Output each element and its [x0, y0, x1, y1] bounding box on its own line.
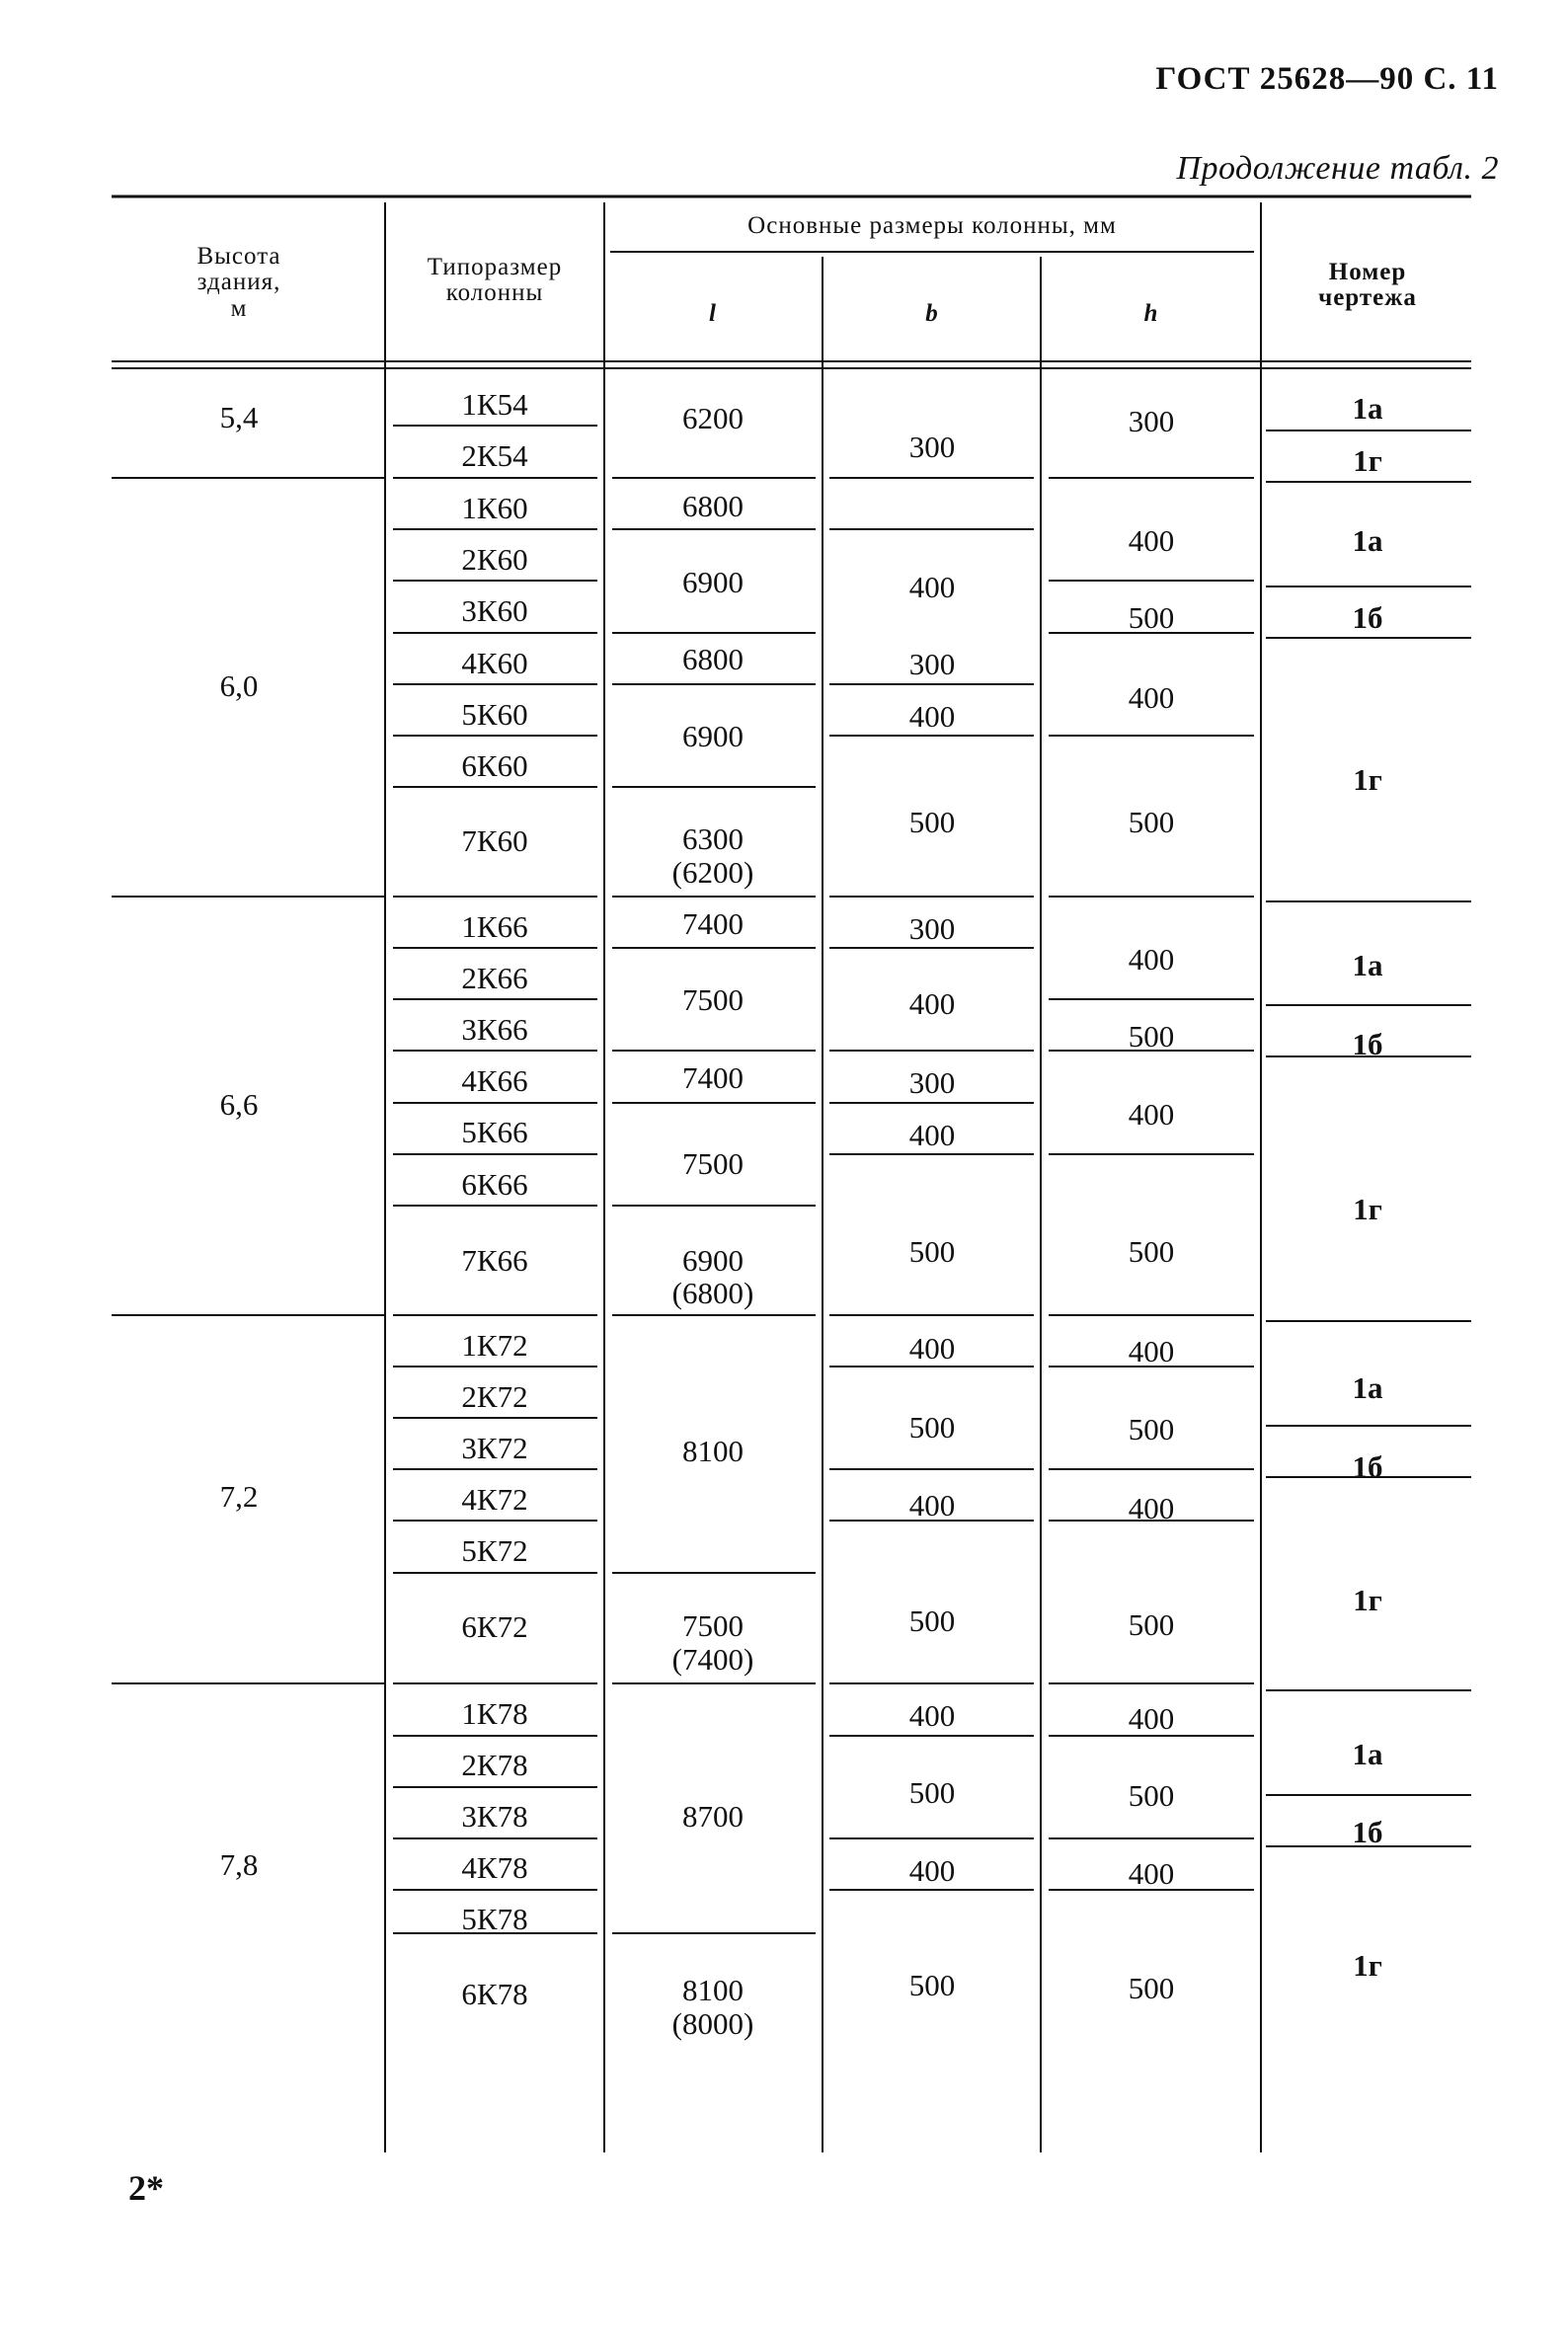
h-column — [1129, 404, 1175, 2005]
header-b: b — [925, 300, 939, 327]
type-cell: 3К66 — [461, 1012, 528, 1047]
page-header: ГОСТ 25628—90 С. 11 — [1155, 61, 1499, 97]
b-cell: 500 — [908, 1968, 956, 2002]
type-cell: 7К66 — [461, 1243, 528, 1278]
l-cell: 6900 — [682, 565, 744, 599]
h-cell: 400 — [1128, 1334, 1175, 1368]
b-cell: 400 — [908, 1488, 956, 1523]
type-cell: 2К66 — [461, 961, 528, 995]
type-cell: 6К66 — [461, 1167, 528, 1202]
h-cell: 500 — [1128, 1234, 1175, 1269]
type-cell: 2К78 — [461, 1748, 528, 1782]
height-cell: 5,4 — [219, 400, 259, 434]
l-cell: 6300 — [682, 821, 744, 856]
table-continuation-label: Продолжение табл. 2 — [1176, 150, 1499, 187]
height-column — [220, 400, 259, 1882]
type-cell: 4К72 — [461, 1482, 528, 1517]
drawing-cell: 1б — [1352, 600, 1383, 635]
header-drawing-line2: чертежа — [1318, 284, 1417, 311]
type-cell: 4К66 — [461, 1063, 528, 1098]
b-cell: 300 — [908, 1065, 956, 1100]
drawing-cell: 1а — [1352, 391, 1383, 426]
type-cell: 1К66 — [461, 909, 528, 944]
h-cell: 400 — [1128, 680, 1175, 715]
drawing-column — [1353, 391, 1384, 1983]
b-cell: 400 — [908, 1331, 956, 1366]
type-cell: 1К54 — [461, 387, 528, 422]
height-cell: 7,8 — [219, 1847, 259, 1882]
h-cell: 500 — [1128, 1412, 1175, 1446]
h-cell: 500 — [1128, 1607, 1175, 1642]
l-cell: 7400 — [682, 906, 744, 941]
l-cell: 6200 — [682, 401, 744, 435]
l-cell: 6900 — [682, 719, 744, 753]
height-cell: 7,2 — [219, 1479, 259, 1514]
table-grid — [112, 196, 1471, 2152]
type-cell: 3К72 — [461, 1431, 528, 1465]
l-cell: 8100 — [682, 1973, 744, 2007]
l-cell: 7500 — [682, 1608, 744, 1643]
b-cell: 500 — [908, 1234, 956, 1269]
h-cell: 500 — [1128, 1019, 1175, 1054]
type-cell: 2К60 — [461, 542, 528, 577]
type-cell: 5К78 — [461, 1902, 528, 1936]
b-cell: 400 — [908, 570, 956, 604]
h-cell: 400 — [1128, 1856, 1175, 1891]
type-cell: 1К78 — [461, 1696, 528, 1731]
l-cell: 7500 — [682, 1146, 744, 1181]
height-cell: 6,6 — [219, 1087, 259, 1122]
header-type-line2: колонны — [445, 279, 544, 306]
type-cell: 3К78 — [461, 1799, 528, 1834]
header-l: l — [709, 300, 717, 327]
l-cell: 6800 — [682, 642, 744, 676]
h-cell: 400 — [1128, 1491, 1175, 1525]
header-drawing-line1: Номер — [1328, 259, 1407, 285]
b-cell: 400 — [908, 986, 956, 1021]
b-cell: 400 — [908, 699, 956, 734]
type-cell: 5К66 — [461, 1115, 528, 1149]
type-cell: 4К78 — [461, 1850, 528, 1885]
type-cell: 3К60 — [461, 593, 528, 628]
l-cell: 8100 — [682, 1434, 744, 1468]
l-cell: 7500 — [682, 982, 744, 1017]
b-cell: 300 — [908, 647, 956, 681]
drawing-cell: 1г — [1353, 1192, 1382, 1226]
l-cell: 6800 — [682, 489, 744, 523]
b-cell: 500 — [908, 1410, 956, 1445]
drawing-cell: 1г — [1353, 1583, 1382, 1617]
header-height-line3: м — [230, 295, 248, 322]
type-cell: 6К60 — [461, 748, 528, 783]
h-cell: 400 — [1128, 1097, 1175, 1132]
type-cell: 5К60 — [461, 697, 528, 732]
h-cell: 500 — [1128, 805, 1175, 839]
drawing-cell: 1а — [1352, 1737, 1383, 1771]
h-cell: 300 — [1128, 404, 1175, 438]
b-cell: 300 — [908, 430, 956, 464]
b-cell: 500 — [908, 805, 956, 839]
l-cell: 6900 — [682, 1243, 744, 1278]
height-cell: 6,0 — [219, 668, 259, 703]
drawing-cell: 1б — [1352, 1027, 1383, 1061]
h-cell: 400 — [1128, 523, 1175, 558]
h-cell: 500 — [1128, 1778, 1175, 1813]
h-cell: 400 — [1128, 1701, 1175, 1736]
b-column — [909, 430, 956, 2002]
b-cell: 300 — [908, 911, 956, 946]
type-cell: 6К72 — [461, 1609, 528, 1644]
header-type-line1: Типоразмер — [427, 254, 563, 280]
type-cell: 1К60 — [461, 491, 528, 525]
drawing-cell: 1а — [1352, 1370, 1383, 1405]
drawing-cell: 1г — [1353, 443, 1382, 478]
h-cell: 500 — [1128, 1971, 1175, 2005]
page-signature: 2* — [128, 2168, 164, 2208]
type-cell: 1К72 — [461, 1328, 528, 1363]
type-cell: 5К72 — [461, 1533, 528, 1568]
b-cell: 400 — [908, 1118, 956, 1152]
drawing-cell: 1г — [1353, 762, 1382, 797]
l-column — [672, 401, 754, 2041]
h-cell: 400 — [1128, 942, 1175, 977]
b-cell: 400 — [908, 1698, 956, 1733]
drawing-cell: 1г — [1353, 1948, 1382, 1983]
type-cell: 6К78 — [461, 1977, 528, 2011]
l-cell: (8000) — [671, 2006, 754, 2041]
b-cell: 500 — [908, 1603, 956, 1638]
l-cell: 7400 — [682, 1060, 744, 1095]
drawing-cell: 1б — [1352, 1815, 1383, 1849]
l-cell: (6800) — [671, 1276, 754, 1310]
type-column — [461, 387, 528, 2011]
table-header — [196, 212, 1416, 327]
drawing-cell: 1а — [1352, 523, 1383, 558]
l-cell: (6200) — [671, 855, 754, 890]
h-cell: 500 — [1128, 600, 1175, 635]
type-cell: 2К72 — [461, 1379, 528, 1414]
type-cell: 2К54 — [461, 438, 528, 473]
l-cell: 8700 — [682, 1799, 744, 1834]
b-cell: 400 — [908, 1853, 956, 1888]
header-height-line2: здания, — [196, 269, 281, 295]
l-cell: (7400) — [671, 1642, 754, 1677]
drawing-cell: 1б — [1352, 1449, 1383, 1484]
header-h: h — [1143, 300, 1159, 327]
header-height-line1: Высота — [196, 243, 281, 270]
drawing-cell: 1а — [1352, 948, 1383, 982]
b-cell: 500 — [908, 1775, 956, 1810]
type-cell: 7К60 — [461, 823, 528, 858]
type-cell: 4К60 — [461, 646, 528, 680]
header-main-dimensions: Основные размеры колонны, мм — [747, 212, 1117, 239]
